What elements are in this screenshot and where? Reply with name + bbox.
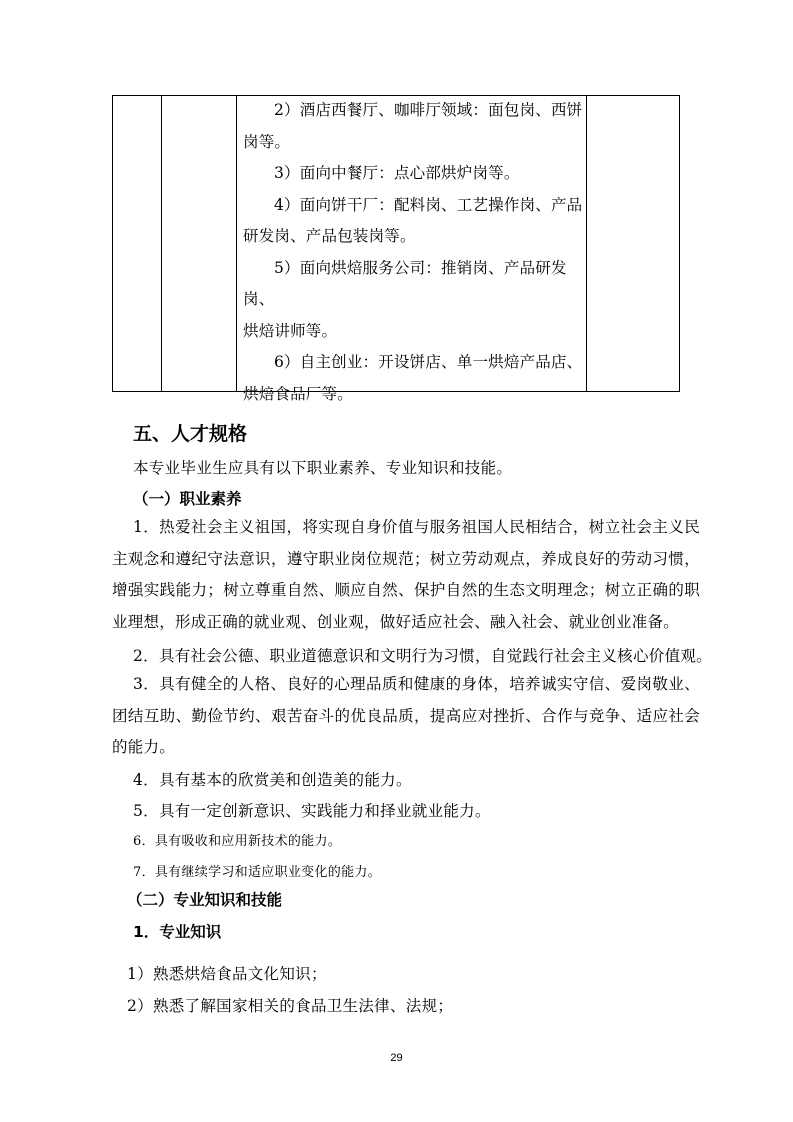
subsection-title: （二）专业知识和技能 — [127, 891, 283, 909]
cell-line: 3）面向中餐厅：点心部烘炉岗等。 — [274, 164, 520, 182]
knowledge-item-1: 1）熟悉烘焙食品文化知识； — [127, 965, 327, 983]
literacy-item-text: 3．具有健全的人格、良好的心理品质和健康的身体，培养诚实守信、爱岗敬业、团结互助、勤俭节约、艰苦奋斗的优良品质，提高应对挫折、合作与竞争、适应社会的能力。 — [112, 675, 700, 756]
cell-line: 6）自主创业：开设饼店、单一烘焙产品店、 — [274, 353, 583, 371]
cell-line: 4）面向饼干厂：配料岗、工艺操作岗、产品 — [274, 195, 583, 214]
section-intro: 本专业毕业生应具有以下职业素养、专业知识和技能。 — [133, 459, 513, 477]
table-divider — [586, 96, 587, 391]
subsection-title: （一）职业素养 — [133, 490, 242, 508]
table-divider — [236, 96, 237, 391]
literacy-item-text: 1．热爱社会主义祖国，将实现自身价值与服务祖国人民相结合，树立社会主义民主观念和遵纪守法意识，遵守职业岗位规范；树立劳动观点，养成良好的劳动习惯，增强实践能力；树立尊重自然、顺应自然、保护自然的生态文明理念；树立正确的职业理想，形成正确的就业观、创业观，做好适应社会、融入社会、就业创业准备。 — [112, 518, 700, 631]
cell-line: 岗等。 — [243, 132, 291, 151]
literacy-item-5: 5．具有一定创新意识、实践能力和择业就业能力。 — [133, 802, 491, 820]
cell-line: 5）面向烘焙服务公司：推销岗、产品研发岗、 — [243, 258, 567, 308]
section-title: 五、人才规格 — [133, 423, 248, 445]
knowledge-item-2: 2）熟悉了解国家相关的食品卫生法律、法规； — [127, 997, 454, 1015]
table-divider — [161, 96, 162, 391]
table-cell-positions — [243, 95, 583, 410]
literacy-item-7: 7．具有继续学习和适应职业变化的能力。 — [133, 865, 381, 880]
page-number: 29 — [390, 1052, 403, 1064]
cell-line: 研发岗、产品包装岗等。 — [243, 227, 416, 245]
literacy-item-2: 2．具有社会公德、职业道德意识和文明行为习惯，自觉践行社会主义核心价值观。 — [133, 647, 712, 665]
subsubsection-title: 1．专业知识 — [133, 923, 222, 941]
literacy-item-4: 4．具有基本的欣赏美和创造美的能力。 — [133, 771, 412, 789]
literacy-item-1 — [112, 512, 700, 638]
literacy-item-3 — [112, 669, 700, 764]
cell-line: 烘焙食品厂等。 — [243, 384, 353, 403]
cell-line: 2）酒店西餐厅、咖啡厅领域：面包岗、西饼 — [274, 101, 583, 119]
literacy-item-6: 6．具有吸收和应用新技术的能力。 — [133, 834, 342, 849]
cell-line: 烘焙讲师等。 — [243, 321, 338, 340]
